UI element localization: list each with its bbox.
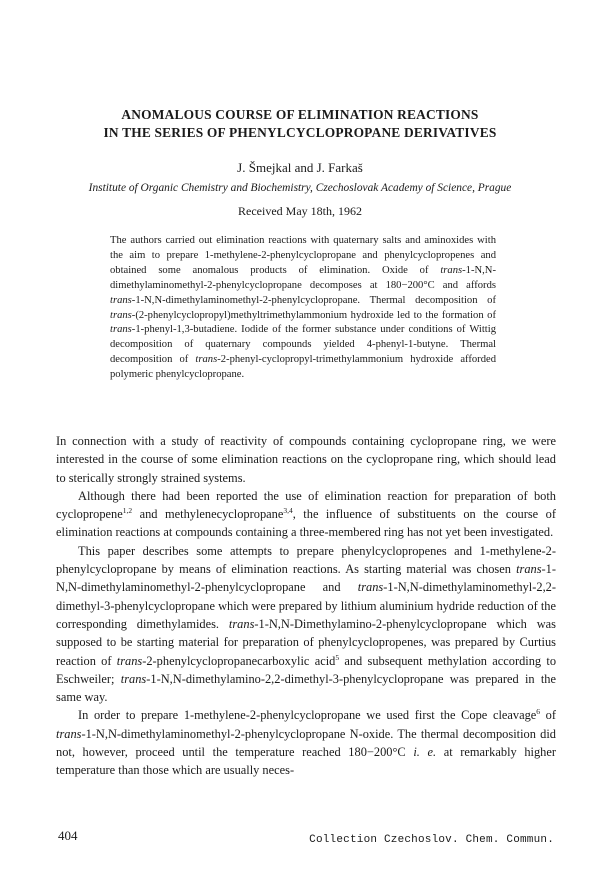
reference-mark: 5 <box>335 652 340 662</box>
body-text <box>56 432 556 780</box>
reference-mark: 6 <box>536 707 541 717</box>
paragraph-3: This paper describes some attempts to prepare phenylcyclopropenes and 1-methylene-2-phenylcyclopropane by means of elimination reactions. As starting material was chosen trans-1-N,N-dimethylaminomethyl-2-phenylcyclopropane and trans-1-N,N-dimethylaminomethyl-2,2-dimethyl-3-phenylcyclopropane which were prepared by lithium aluminium hydride reduction of the corresponding dimethylamides. trans-1-N,N-Dimethylamino-2-phenylcyclopropane which was supposed to be starting material for preparation of phenylcyclopropenes, was prepared by Curtius reaction of trans-2-phenylcyclopropanecarboxylic acid$^5$ and subsequent methylation according to Eschweiler; trans-1-N,N-dimethylamino-2,2-dimethyl-3-phenylcyclopropane was prepared in the same way. <box>56 543 557 705</box>
paper-title <box>60 106 540 142</box>
authors: J. Šmejkal and J. Farkaš <box>237 160 363 175</box>
reference-mark: 1,2 <box>122 506 133 516</box>
title-line-2: IN THE SERIES OF PHENYLCYCLOPROPANE DERIVATIVES <box>103 125 497 140</box>
journal-name: Collection Czechoslov. Chem. Commun. <box>309 834 554 846</box>
received-date: Received May 18th, 1962 <box>238 204 362 218</box>
paragraph-1: In connection with a study of reactivity of compounds containing cyclopropane ring, we were interested in the course of some elimination reactions on the cyclopropane ring, which should lead to sterically strongly strained systems. <box>56 434 556 485</box>
title-line-1: ANOMALOUS COURSE OF ELIMINATION REACTIONS <box>121 107 479 122</box>
page-number: 404 <box>58 828 78 843</box>
abstract: The authors carried out elimination reactions with quaternary salts and aminoxides with the aim to prepare 1-methylene-2-phenylcyclopropane and phenylcyclopropenes and obtained some anomalous products of elimination. Oxide of trans-1-N,N-dimethylaminomethyl-2-phenylcyclopropane decomposes at 180−200°C and affords trans-1-N,N-dimethylaminomethyl-2-phenylcyclopropane. Thermal decomposition of trans-(2-phenylcyclopropyl)methyltrimethylammonium hydroxide led to the formation of trans-1-phenyl-1,3-butadiene. Iodide of the former substance under conditions of Wittig decomposition of quaternary compounds yielded 4-phenyl-1-butyne. Thermal decomposition of trans-2-phenyl-cyclopropyl-trimethylammonium hydroxide afforded polymeric phenylcyclopropane. <box>110 235 497 381</box>
reference-mark: 3,4 <box>283 506 293 516</box>
paragraph-4: In order to prepare 1-methylene-2-phenylcyclopropane we used first the Cope cleavage$^6$ of trans-1-N,N-dimethylaminomethyl-2-phenylcyclopropane N-oxide. The thermal decomposition did not, however, proceed until the temperature reached 180−200°C i. e. at remarkably higher temperature than those which are usually neces- <box>56 707 556 778</box>
paragraph-2: Although there had been reported the use of elimination reaction for preparation of both cyclopropene$^{1,2}$ and methylenecyclopropane$^{3,4}$, the influence of substituents on the course of elimination reactions at compounds containing a three-membered ring has not yet been investigated. <box>56 488 556 540</box>
affiliation: Institute of Organic Chemistry and Biochemistry, Czechoslovak Academy of Science, Prague <box>88 182 512 194</box>
